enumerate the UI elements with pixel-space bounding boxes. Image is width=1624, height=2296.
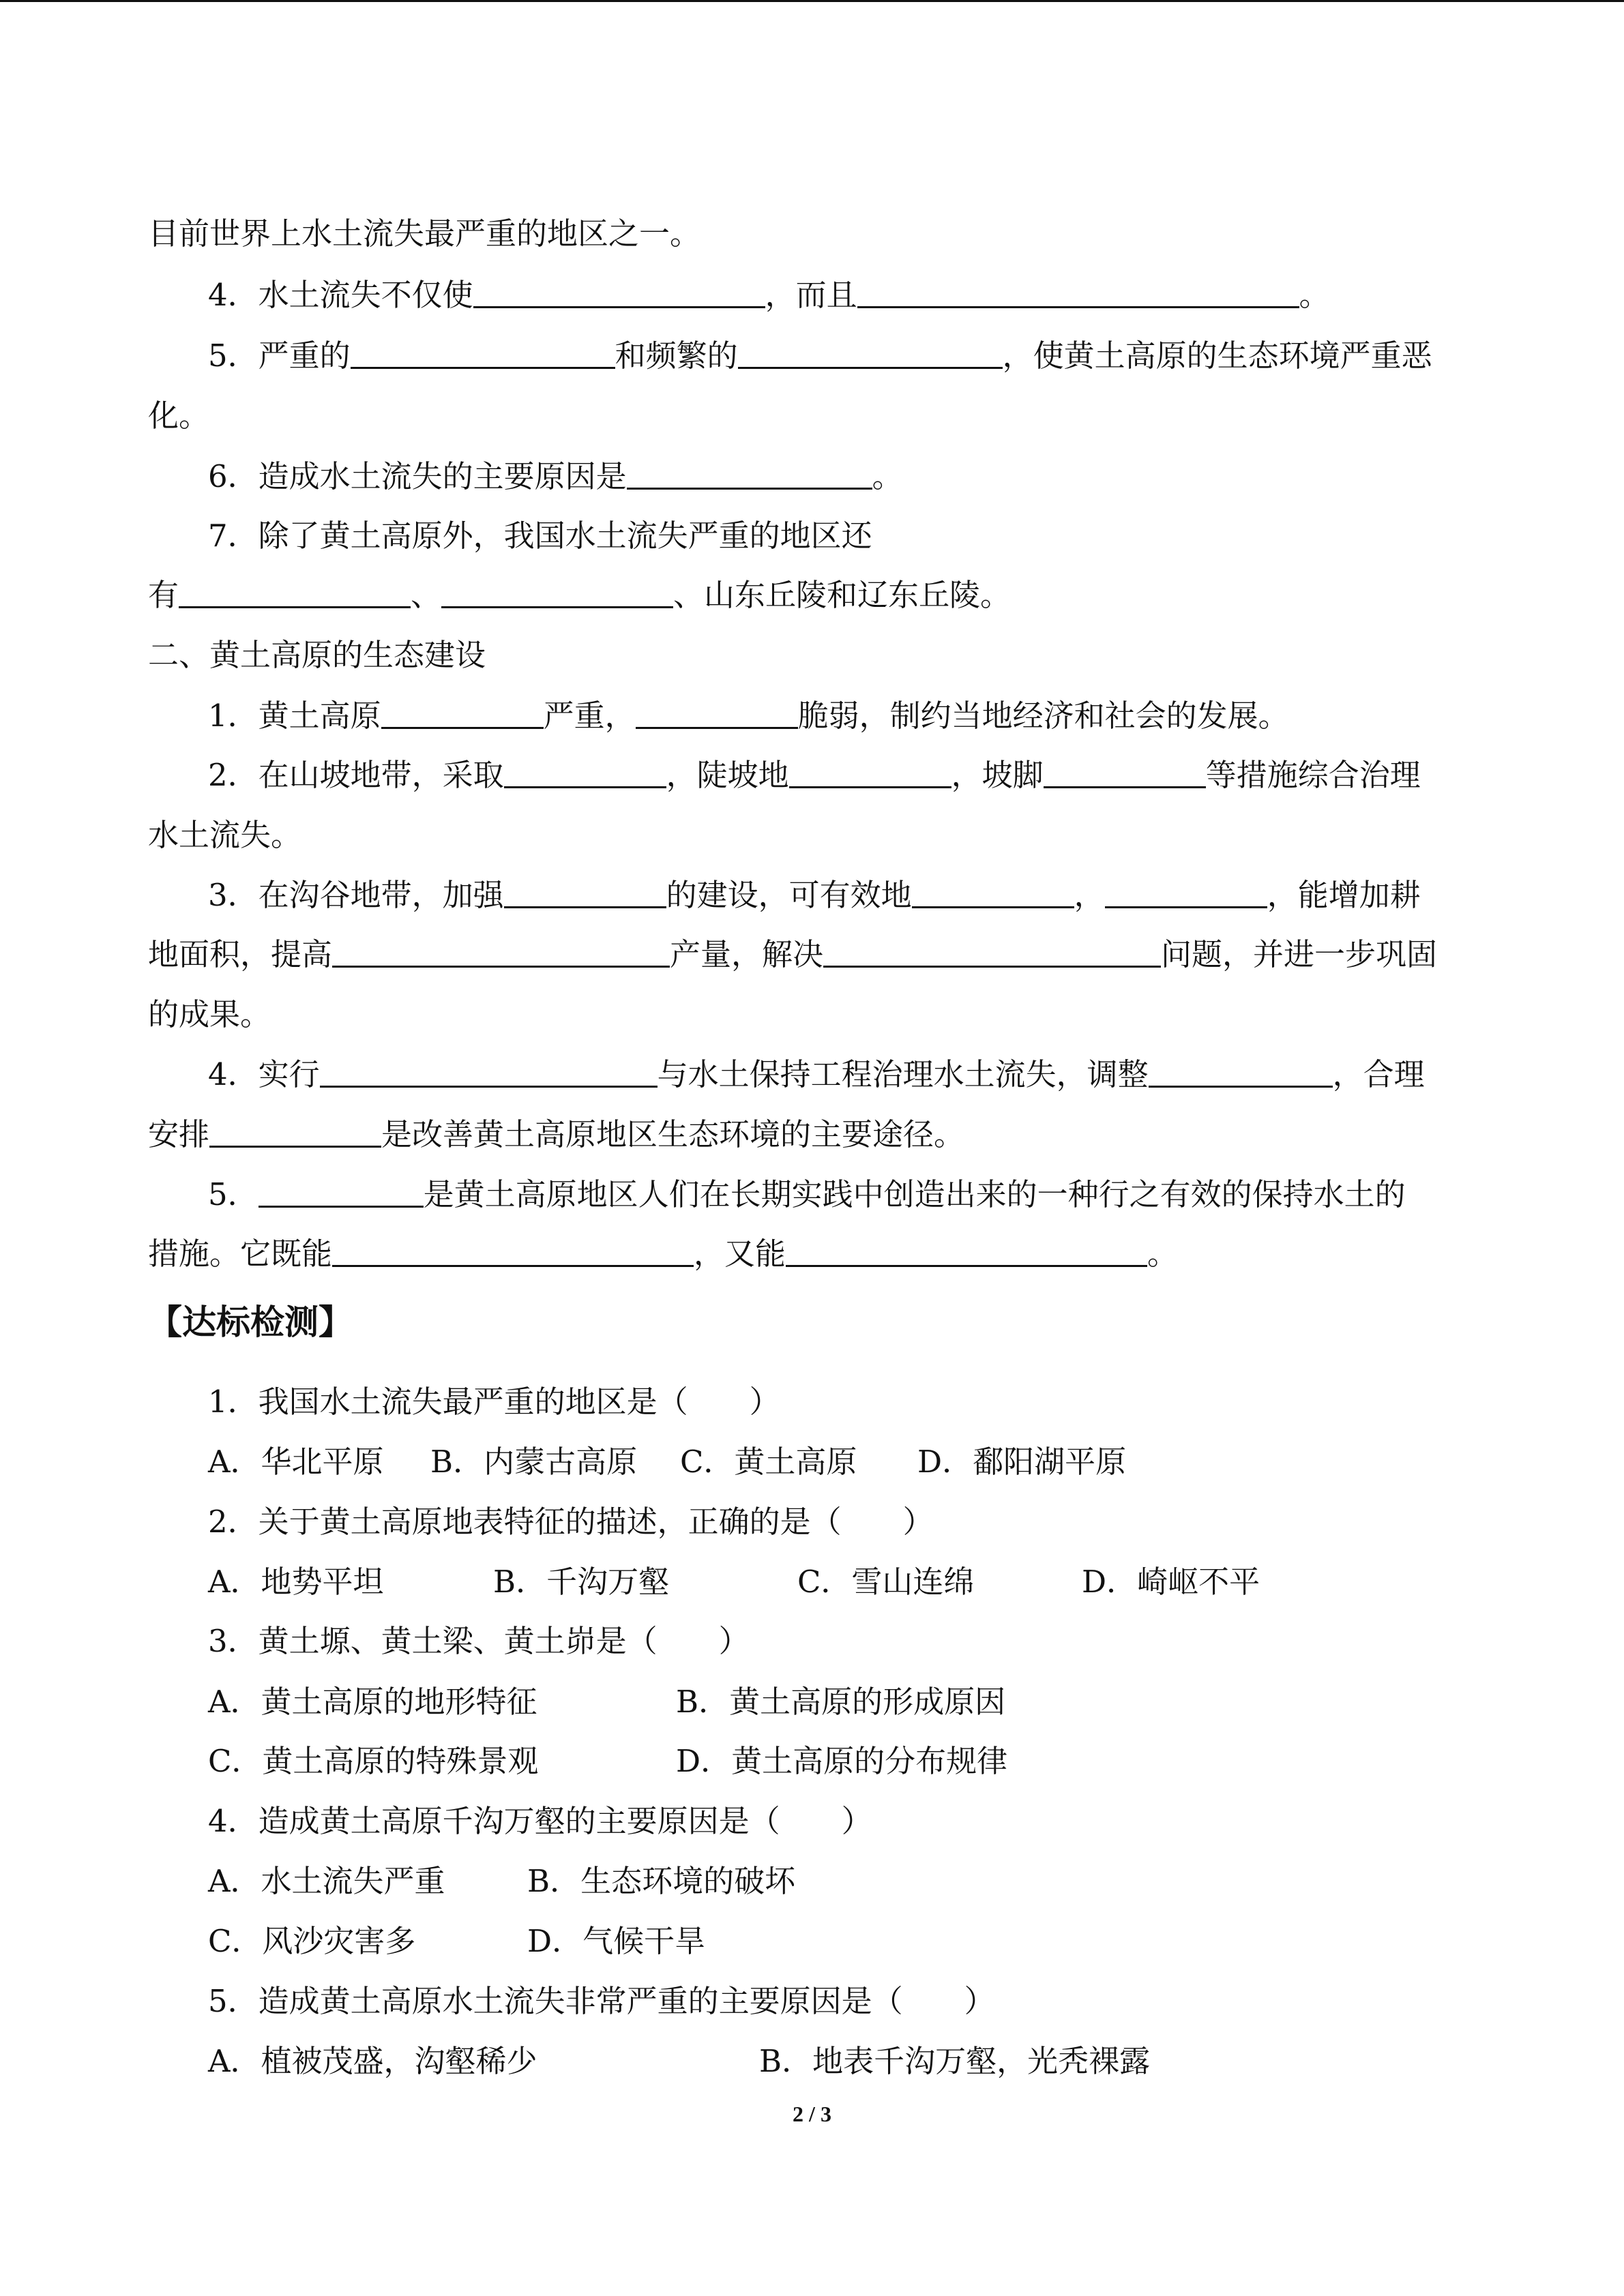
option-b[interactable]: B．生态环境的破坏 [527, 1863, 796, 1899]
answer-blank[interactable] [912, 876, 1074, 908]
question-3: 3．黄土塬、黄土梁、黄土峁是（ ） [208, 1623, 750, 1659]
question-4-options-row2 [208, 1921, 1572, 1962]
question-1: 1．我国水土流失最严重的地区是（ ） [208, 1384, 780, 1420]
question-2-options [208, 1562, 1572, 1602]
option-b[interactable]: B．黄土高原的形成原因 [676, 1684, 1006, 1720]
answer-blank[interactable] [627, 458, 872, 490]
s1-item-6: 6．造成水土流失的主要原因是 。 [208, 458, 903, 494]
answer-blank[interactable] [636, 697, 798, 729]
answer-blank[interactable] [441, 576, 673, 608]
option-a[interactable]: A．水土流失严重 [208, 1863, 445, 1899]
question-5: 5．造成黄土高原水土流失非常严重的主要原因是（ ） [208, 1983, 995, 2019]
answer-blank[interactable] [1149, 1056, 1333, 1088]
answer-blank[interactable] [786, 1235, 1147, 1267]
answer-blank[interactable] [473, 276, 765, 308]
answer-blank[interactable] [504, 756, 666, 788]
continued-line: 目前世界上水土流失最严重的地区之一。 [148, 215, 701, 252]
option-d[interactable]: D．黄土高原的分布规律 [676, 1743, 1008, 1779]
s1-item-5: 5．严重的 和频繁的 ，使黄土高原的生态环境严重恶 [208, 338, 1432, 374]
s2-item-3-cont2: 的成果。 [148, 996, 271, 1032]
answer-blank[interactable] [381, 697, 544, 729]
s2-item-5: 5． 是黄土高原地区人们在长期实践中创造出来的一种行之有效的保持水土的 [208, 1176, 1406, 1212]
question-3-options-row2 [208, 1741, 1572, 1782]
s1-item-5-cont: 化。 [148, 398, 210, 434]
s2-item-3: 3．在沟谷地带，加强 的建设，可有效地 ， ，能增加耕 [208, 877, 1421, 913]
question-4: 4．造成黄土高原千沟万壑的主要原因是（ ） [208, 1803, 872, 1839]
answer-blank[interactable] [1044, 756, 1206, 788]
option-c[interactable]: C．雪山连绵 [797, 1564, 975, 1600]
option-a[interactable]: A．黄土高原的地形特征 [208, 1684, 537, 1720]
question-5-options-row1 [208, 2041, 1572, 2082]
answer-blank[interactable] [332, 1235, 694, 1267]
answer-blank[interactable] [857, 276, 1299, 308]
answer-blank[interactable] [320, 1056, 658, 1088]
answer-blank[interactable] [351, 337, 615, 369]
top-border-line [0, 0, 1624, 2]
s2-item-2: 2．在山坡地带，采取 ，陡坡地 ，坡脚 等措施综合治理 [208, 757, 1421, 793]
s1-item-4: 4．水土流失不仅使 ，而且 。 [208, 277, 1330, 313]
question-1-options [208, 1442, 1572, 1482]
question-3-options-row1 [208, 1682, 1572, 1723]
s2-item-5-cont: 措施。它既能 ，又能 。 [148, 1236, 1179, 1272]
option-b[interactable]: B．千沟万壑 [493, 1564, 670, 1600]
answer-blank[interactable] [179, 576, 411, 608]
option-d[interactable]: D．气候干旱 [527, 1923, 706, 1959]
option-c[interactable]: C．黄土高原 [680, 1444, 857, 1480]
answer-blank[interactable] [1105, 876, 1267, 908]
answer-blank[interactable] [332, 936, 670, 968]
s2-item-1: 1．黄土高原 严重， 脆弱，制约当地经济和社会的发展。 [208, 698, 1289, 734]
option-b[interactable]: B．地表千沟万壑，光秃裸露 [759, 2043, 1151, 2079]
s2-item-3-cont: 地面积，提高 产量，解决 问题，并进一步巩固 [148, 936, 1438, 972]
question-4-options-row1 [208, 1861, 1572, 1902]
option-c[interactable]: C．黄土高原的特殊景观 [208, 1743, 539, 1779]
test-heading: 【达标检测】 [148, 1302, 353, 1342]
page-number: 2 / 3 [793, 2102, 831, 2126]
answer-blank[interactable] [504, 876, 666, 908]
option-a[interactable]: A．地势平坦 [208, 1564, 384, 1600]
answer-blank[interactable] [789, 756, 951, 788]
option-a[interactable]: A．植被茂盛，沟壑稀少 [208, 2043, 537, 2079]
question-2: 2．关于黄土高原地表特征的描述，正确的是（ ） [208, 1504, 934, 1540]
s1-item-7: 7．除了黄土高原外，我国水土流失严重的地区还 [208, 518, 872, 554]
option-d[interactable]: D．鄱阳湖平原 [917, 1444, 1127, 1480]
option-c[interactable]: C．风沙灾害多 [208, 1923, 416, 1959]
option-a[interactable]: A．华北平原 [208, 1444, 384, 1480]
answer-blank[interactable] [738, 337, 1003, 369]
s2-item-2-cont: 水土流失。 [148, 817, 302, 853]
section-title: 二、黄土高原的生态建设 [148, 637, 486, 673]
answer-blank[interactable] [209, 1116, 381, 1148]
s2-item-4-cont: 安排 是改善黄土高原地区生态环境的主要途径。 [148, 1116, 965, 1152]
option-d[interactable]: D．崎岖不平 [1082, 1564, 1260, 1600]
s1-item-7-cont: 有 、 、山东丘陵和辽东丘陵。 [148, 577, 1012, 613]
answer-blank[interactable] [259, 1176, 424, 1208]
answer-blank[interactable] [823, 936, 1161, 968]
option-b[interactable]: B．内蒙古高原 [430, 1444, 638, 1480]
s2-item-4: 4．实行 与水土保持工程治理水土流失，调整 ，合理 [208, 1056, 1425, 1092]
